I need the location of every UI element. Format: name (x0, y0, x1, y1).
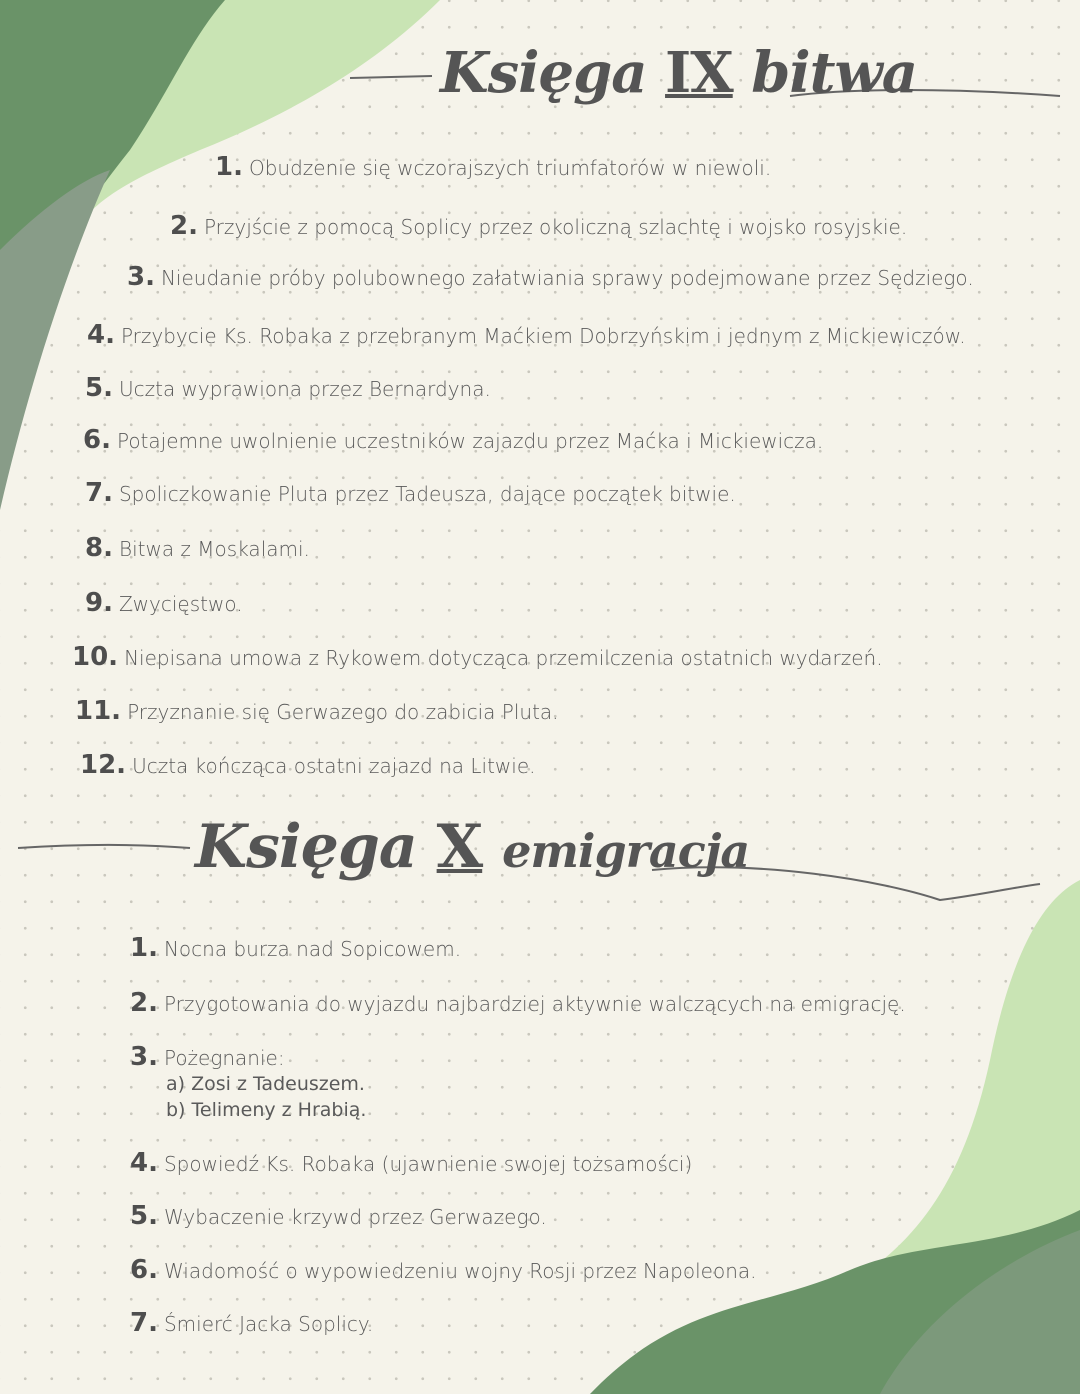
item-number: 6. (130, 1255, 158, 1285)
item-text: Zwycięstwo. (118, 592, 243, 616)
title-numeral: X (436, 812, 483, 882)
item-text: Przygotowania do wyjazdu najbardziej aktywnie walczących na emigrację. (163, 992, 906, 1016)
item-number: 4. (87, 320, 115, 350)
list-item (75, 696, 559, 726)
list-item (130, 1042, 285, 1072)
item-text: Nieudanie próby polubownego załatwiania sprawy podejmowane przez Sędziego. (160, 266, 974, 290)
item-text: Przybycie Ks. Robaka z przebranym Maćkiem Dobrzyńskim i jednym z Mickiewiczów. (120, 324, 966, 348)
item-text: Potajemne uwolnienie uczestników zajazdu przez Maćka i Mickiewicza. (116, 429, 824, 453)
item-number: 7. (85, 478, 113, 508)
item-number: 12. (80, 750, 127, 780)
title-word: Księga (440, 40, 647, 106)
list-item (83, 425, 823, 455)
list-item (85, 533, 310, 563)
item-number: 8. (85, 533, 113, 563)
list-item (215, 152, 771, 182)
item-text: Niepisana umowa z Rykowem dotycząca przemilczenia ostatnich wydarzeń. (124, 646, 883, 670)
list-item (80, 750, 536, 780)
sub-item: a) Zosi z Tadeuszem. (166, 1073, 365, 1095)
list-item (170, 211, 907, 241)
title-rule-9-left (350, 76, 432, 78)
item-number: 10. (72, 642, 119, 672)
item-number: 2. (170, 211, 198, 241)
book-10-title (195, 812, 749, 882)
sub-item: b) Telimeny z Hrabią. (166, 1099, 367, 1121)
list-item (130, 988, 906, 1018)
list-item (85, 373, 491, 403)
item-number: 2. (130, 988, 158, 1018)
list-item (130, 933, 461, 963)
item-text: Uczta kończąca ostatni zajazd na Litwie. (132, 754, 536, 778)
list-item (85, 588, 243, 618)
item-number: 11. (75, 696, 122, 726)
title-subtitle: bitwa (751, 40, 917, 106)
item-text: Bitwa z Moskalami. (118, 537, 310, 561)
item-number: 1. (215, 152, 243, 182)
item-text: Przyznanie się Gerwazego do zabicia Pluta. (127, 700, 559, 724)
item-text: Pożegnanie: (163, 1046, 285, 1070)
item-text: Przyjście z pomocą Soplicy przez okoliczną szlachtę i wojsko rosyjskie. (203, 215, 908, 239)
item-text: Spowiedź Ks. Robaka (ujawnienie swojej tożsamości) (163, 1152, 693, 1176)
list-item (130, 1308, 373, 1338)
item-number: 1. (130, 933, 158, 963)
list-item (130, 1255, 757, 1285)
list-item (72, 642, 883, 672)
item-number: 9. (85, 588, 113, 618)
item-text: Nocna burza nad Sopicowem. (163, 937, 462, 961)
item-number: 7. (130, 1308, 158, 1338)
list-item (130, 1201, 547, 1231)
item-text: Śmierć Jacka Soplicy. (163, 1312, 374, 1336)
list-item (85, 478, 736, 508)
title-numeral: IX (665, 40, 733, 106)
item-text: Spoliczkowanie Pluta przez Tadeusza, dające początek bitwie. (118, 482, 736, 506)
item-number: 5. (85, 373, 113, 403)
item-text: Uczta wyprawiona przez Bernardyna. (118, 377, 491, 401)
title-word: Księga (195, 812, 417, 882)
list-item (130, 1148, 692, 1178)
item-text: Wiadomość o wypowiedzeniu wojny Rosji przez Napoleona. (163, 1259, 757, 1283)
item-number: 3. (127, 262, 155, 292)
item-text: Obudzenie się wczorajszych triumfatorów w niewoli. (248, 156, 772, 180)
title-rule-10-left (18, 845, 190, 848)
list-item (127, 262, 974, 292)
title-subtitle: emigracja (502, 824, 750, 878)
item-number: 5. (130, 1201, 158, 1231)
book-9-title (440, 40, 917, 106)
item-text: Wybaczenie krzywd przez Gerwazego. (163, 1205, 547, 1229)
item-number: 4. (130, 1148, 158, 1178)
list-item (87, 320, 966, 350)
item-number: 6. (83, 425, 111, 455)
item-number: 3. (130, 1042, 158, 1072)
